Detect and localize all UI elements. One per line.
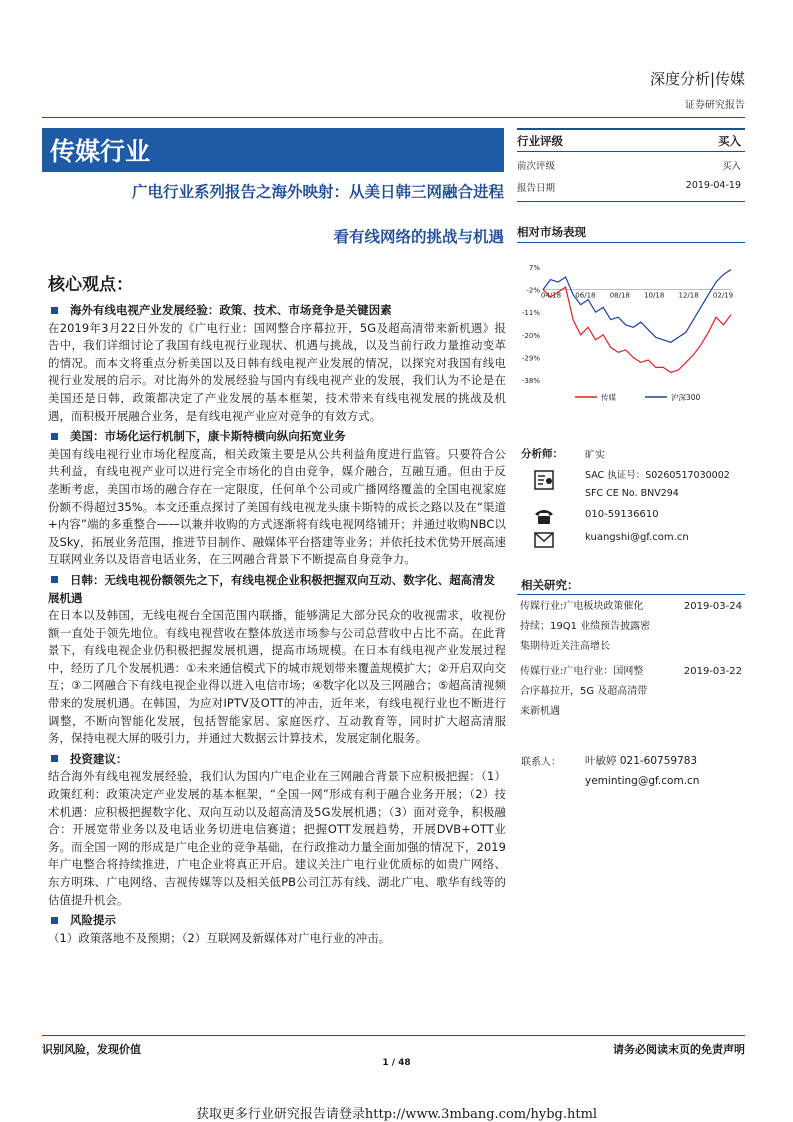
- related-item[interactable]: 传媒行业:广电行业：国网整 2019-03-22 合序幕拉开，5G 及超高清带 来新机遇: [520, 666, 742, 717]
- footer-right: 请务必阅读末页的免责声明: [613, 1043, 745, 1056]
- sac-number: SAC 执证号：S0260517030002: [585, 470, 730, 481]
- legend-label: 传媒: [601, 393, 616, 402]
- section-text: 美国有线电视行业市场化程度高，相关政策主要是从公共利益角度进行监管。只要符合公共利益，有线电视产业可以进行完全市场化的自由竞争，媒介融合，互融互通。但由于反垄断考虑，美国市场的融合存在一定限度，任何单个公司或广播网络覆盖的全国电视家庭份额不得超过35%。本文还重点探讨了美国有线电视龙头康卡斯特的成长之路以及在“渠道+内容”端的多重整合——以兼并收购的方式逐渐将有线电视网络铺开；并通过收购NBC以及Sky，拓展业务范围，推进节目制作、融媒体平台搭建等业务；并依托技术优势开展高速互联网业务以及语音电话业务，在三网融合背景下不断提高自身竞争力。: [48, 446, 506, 567]
- report-title-line2: 看有线网络的挑战与机遇: [333, 227, 504, 246]
- core-body: [48, 302, 506, 947]
- footer-left: 识别风险，发现价值: [42, 1043, 141, 1056]
- x-tick-label: 04/18: [540, 291, 562, 300]
- section-text: 在日本以及韩国，无线电视台全国范围内联播，能够满足大部分民众的收视需求，收视份额一直处于领先地位。有线电视营收在整体放送市场参与公司总营收中占比不高。在此背景下，有线电视企业仍积极把握发展机遇，提高市场规模。在日本有线电视产业发展过程中，经历了几个发展机遇：①未来通信模式下的城市规划带来覆盖规模扩大；②开启双向交互；③二网融合下有线电视企业得以进入电信市场；④数字化以及三网融合；⑤超高清视频带来的发展机遇。在韩国，为应对IPTV及OTT的冲击，近年来，有线电视行业也不断进行调整，不断向智能化发展，包括智能家居、家庭医疗、互动教育等，同时扩大超高清服务，保持电视大屏的吸引力，并通过大数据云计算技术，发展定制化服务。: [48, 608, 506, 746]
- series-line-media: [540, 287, 734, 372]
- market-chart: [517, 255, 745, 415]
- rating-rule-bottom: [517, 201, 745, 202]
- bullet-square-icon: [51, 755, 58, 762]
- related-heading: 相关研究：: [521, 578, 579, 592]
- market-rule: [517, 242, 745, 243]
- email-icon: [533, 530, 555, 550]
- rating-rule: [517, 151, 745, 152]
- y-tick-label: -38%: [521, 377, 540, 385]
- rating-rule-top: [517, 128, 745, 130]
- section-text: 在2019年3月22日外发的《广电行业：国网整合序幕拉开，5G及超高清带来新机遇》报告中，我们详细讨论了我国有线电视行业现状、机遇与挑战，以及当前行政力量推动变革的情况。而本文将重点分析美国以及日韩有线电视产业发展的情况，以探究对我国有线电视行业发展的启示。对比海外的发展经验与国内有线电视产业的发展，我们认为不论是在美国还是日韩，政策都决定了产业发展的基本框架，技术带来有线电视发展的挑战及机遇，而积极开展融合业务，是有线电视产业应对竞争的有效方式。: [48, 320, 506, 423]
- bullet-square-icon: [51, 917, 58, 924]
- footer-rule: [42, 1035, 745, 1036]
- phone-icon: [533, 506, 555, 526]
- x-tick-label: 10/18: [644, 291, 665, 300]
- section-bullet: 风险提示: [48, 912, 506, 930]
- x-tick-label: 02/19: [712, 291, 734, 300]
- y-tick-label: -11%: [521, 309, 540, 318]
- related-rule: [517, 594, 745, 595]
- x-tick-label: 08/18: [609, 291, 630, 300]
- x-tick-label: 06/18: [575, 291, 596, 300]
- x-tick-label: 12/18: [678, 291, 699, 300]
- bullet-square-icon: [51, 433, 58, 440]
- y-tick-label: -2%: [526, 286, 540, 295]
- analyst-label: 分析师：: [521, 448, 563, 460]
- certificate-icon: [533, 470, 555, 490]
- bottom-link[interactable]: 获取更多行业研究报告请登录http://www.3mbang.com/hybg.html: [195, 1107, 598, 1122]
- bullet-square-icon: [51, 307, 58, 314]
- market-heading: 相对市场表现: [517, 225, 586, 239]
- analyst-name: 旷实: [585, 450, 605, 461]
- prev-rating-row: 前次评级 买入: [517, 161, 741, 172]
- series-line-hs300: [540, 270, 734, 343]
- contact-email[interactable]: yeminting@gf.com.cn: [585, 775, 700, 787]
- bullet-square-icon: [51, 576, 58, 583]
- report-title-line1: 广电行业系列报告之海外映射：从美日韩三网融合进程: [131, 182, 504, 201]
- rating-row: 行业评级 买入: [517, 134, 741, 148]
- section-text: （1）政策落地不及预期；（2）互联网及新媒体对广电行业的冲击。: [48, 930, 391, 945]
- y-tick-label: -20%: [521, 331, 540, 340]
- header-title: 深度分析|传媒: [649, 70, 745, 88]
- header-subtitle: 证券研究报告: [685, 100, 745, 111]
- contact-name: 叶敏婷 021-60759783: [585, 755, 698, 767]
- section-text: 结合海外有线电视发展经验，我们认为国内广电企业在三网融合背景下应积极把握：（1）政策红利：政策决定产业发展的基本框架，“全国一网”形成有利于融合业务开展；（2）技术机遇：应积极把握数字化、双向互动以及超高清及5G发展机遇；（3）面对竞争，积极融合：开展宽带业务以及电话业务切进电信赛道；把握OTT发展趋势，开展DVB+OTT业务。而全国一网的形成是广电企业的竞争基础，在行政推动力量全面加强的情况下，2019年广电整合将持续推进，广电企业将真正开启。建议关注广电行业优质标的如贵广网络、东方明珠、广电网络、吉视传媒等以及相关低PB公司江苏有线、湖北广电、歌华有线等的估值提升机会。: [48, 769, 506, 907]
- section-bullet: 投资建议：: [48, 751, 506, 769]
- y-tick-label: 7%: [528, 264, 540, 272]
- page-number: 1 / 48: [382, 1058, 411, 1068]
- analyst-email[interactable]: kuangshi@gf.com.cn: [585, 532, 689, 543]
- report-date-row: 报告日期 2019-04-19: [517, 180, 741, 194]
- section-bullet: 美国：市场化运行机制下，康卡斯特横向纵向拓宽业务: [48, 428, 506, 446]
- section-bullet: 日韩：无线电视份额领先之下，有线电视企业积极把握双向互动、数字化、超高清发展机遇: [48, 572, 496, 605]
- y-tick-label: -29%: [521, 354, 540, 363]
- header-rule: [42, 117, 745, 118]
- industry-name: 传媒行业: [50, 137, 151, 166]
- industry-banner: [42, 128, 504, 172]
- analyst-phone: 010-59136610: [585, 509, 659, 520]
- legend-label: 沪深300: [671, 393, 701, 402]
- related-item[interactable]: 传媒行业:广电板块政策催化 2019-03-24 持续；19Q1 业绩预告披露密 集期待近关注高增长: [520, 601, 742, 652]
- core-heading: 核心观点：: [48, 275, 133, 295]
- contact-label: 联系人：: [521, 757, 561, 768]
- sfc-number: SFC CE No. BNV294: [585, 488, 679, 499]
- section-bullet: 海外有线电视产业发展经验：政策、技术、市场竞争是关键因素: [48, 302, 506, 320]
